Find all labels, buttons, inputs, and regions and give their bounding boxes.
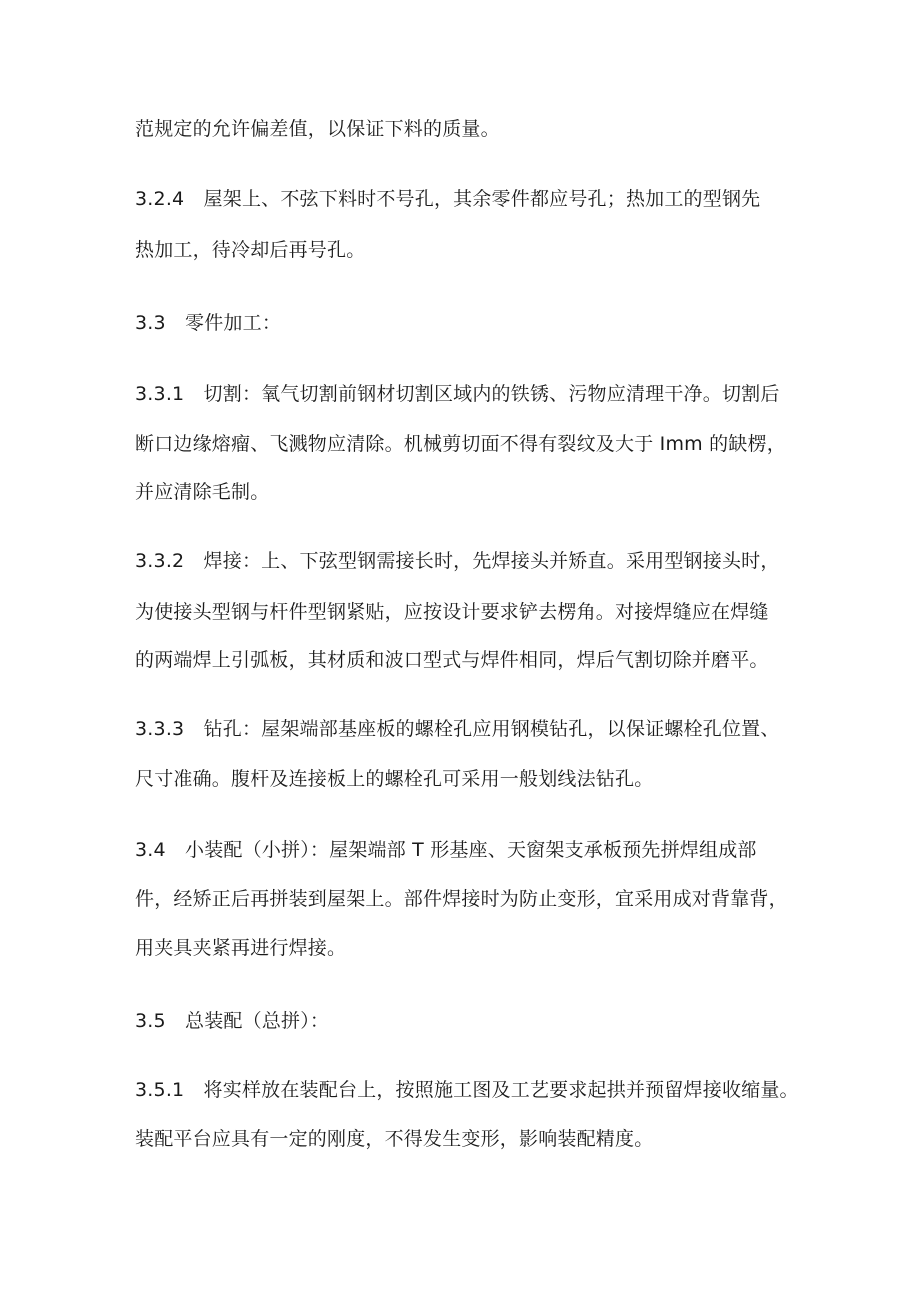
text-line: 3.5.1 将实样放在装配台上，按照施工图及工艺要求起拱并预留焊接收缩量。 <box>135 1079 799 1101</box>
text-line: 3.2.4 屋架上、不弦下料时不号孔，其余零件都应号孔；热加工的型钢先 <box>135 188 761 210</box>
text-line: 3.3 零件加工： <box>135 312 282 334</box>
text-line: 断口边缘熔瘤、飞溅物应清除。机械剪切面不得有裂纹及大于 Imm 的缺楞， <box>135 433 786 455</box>
text-line: 装配平台应具有一定的刚度，不得发生变形，影响装配精度。 <box>135 1128 654 1150</box>
text-line: 3.3.3 钻孔：屋架端部基座板的螺栓孔应用钢模钻孔，以保证螺栓孔位置、 <box>135 718 780 740</box>
text-line: 尺寸准确。腹杆及连接板上的螺栓孔可采用一般划线法钻孔。 <box>135 768 654 790</box>
text-line: 3.3.1 切割：氧气切割前钢材切割区域内的铁锈、污物应清理干净。切割后 <box>135 383 780 405</box>
text-line: 3.5 总装配（总拼）： <box>135 1010 330 1032</box>
text-line: 的两端焊上引弧板，其材质和波口型式与焊件相同，焊后气割切除并磨平。 <box>135 649 769 671</box>
text-line: 3.4 小装配（小拼）：屋架端部 T 形基座、天窗架支承板预先拼焊组成部 <box>135 839 757 861</box>
text-line: 3.3.2 焊接：上、下弦型钢需接长时，先焊接头并矫直。采用型钢接头时， <box>135 550 780 572</box>
text-line: 并应清除毛制。 <box>135 481 270 503</box>
text-line: 为使接头型钢与杆件型钢紧贴，应按设计要求铲去楞角。对接焊缝应在焊缝 <box>135 601 769 623</box>
text-line: 范规定的允许偏差值，以保证下料的质量。 <box>135 118 500 140</box>
text-line: 件，经矫正后再拼装到屋架上。部件焊接时为防止变形，宜采用成对背靠背， <box>135 888 788 910</box>
text-line: 热加工，待冷却后再号孔。 <box>135 239 366 261</box>
text-line: 用夹具夹紧再进行焊接。 <box>135 937 347 959</box>
